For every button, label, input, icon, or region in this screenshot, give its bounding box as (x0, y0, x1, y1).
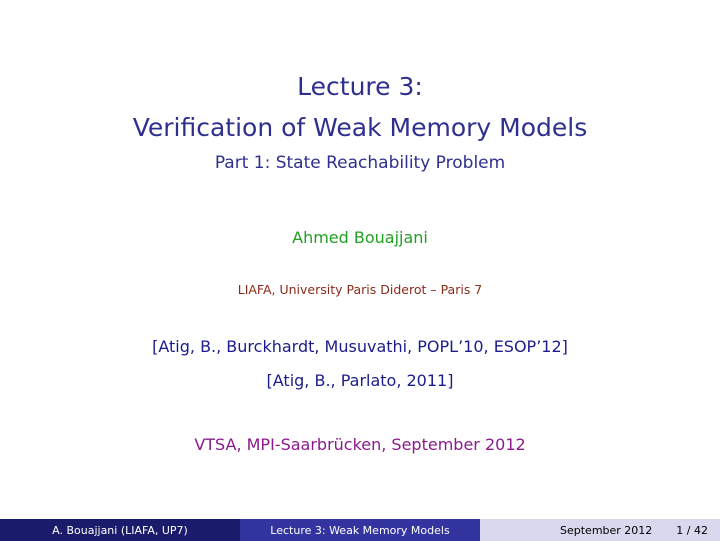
author-name: Ahmed Bouajjani (292, 228, 428, 247)
footer-author: A. Bouajjani (LIAFA, UP7) (0, 519, 240, 541)
institute: LIAFA, University Paris Diderot – Paris 7 (237, 282, 483, 297)
footer-bar (0, 519, 720, 541)
slide-subtitle: Part 1: State Reachability Problem (214, 153, 506, 173)
slide-title-line1: Lecture 3: (297, 72, 423, 101)
event-date: VTSA, MPI-Saarbrücken, September 2012 (194, 435, 526, 454)
footer-title: Lecture 3: Weak Memory Models (240, 519, 480, 541)
reference-line2: [Atig, B., Parlato, 2011] (266, 371, 454, 390)
reference-line1: [Atig, B., Burckhardt, Musuvathi, POPL’10, ESOP’12] (152, 337, 568, 356)
page-number: 1 / 42 (676, 523, 708, 537)
footer-info (480, 519, 720, 541)
slide-title-line2: Verification of Weak Memory Models (132, 113, 588, 142)
footer-date: September 2012 (560, 523, 653, 537)
